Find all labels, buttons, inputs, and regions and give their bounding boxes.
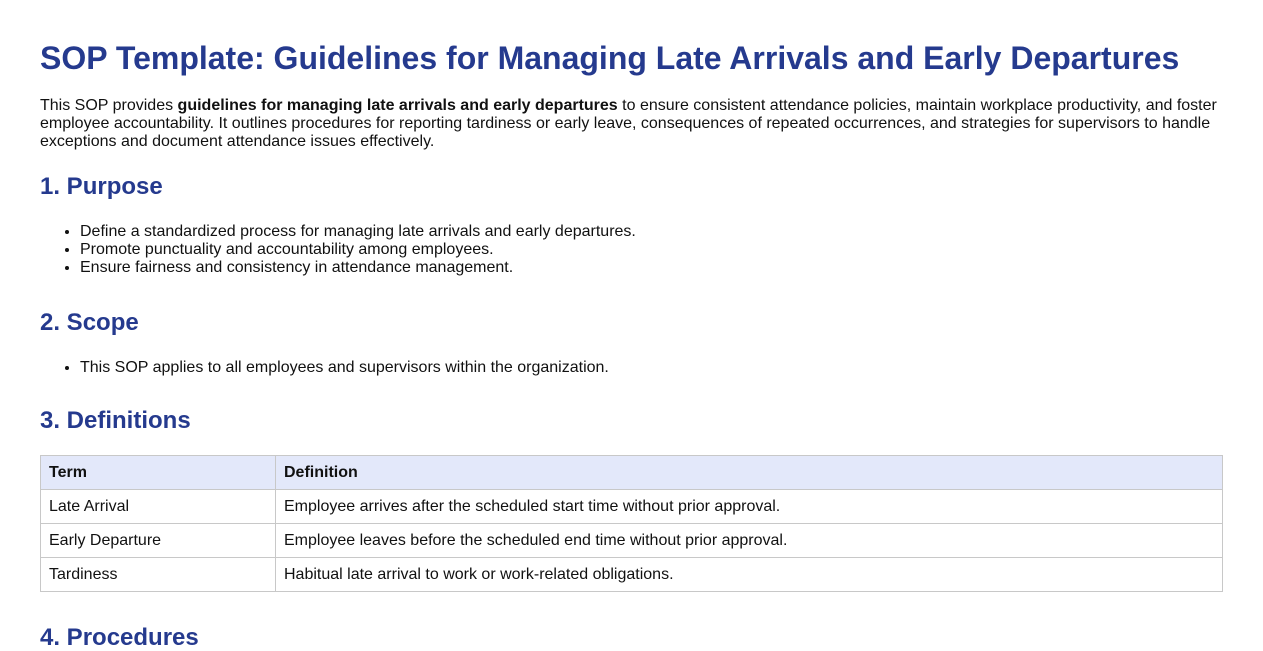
definition-cell: Habitual late arrival to work or work-related obligations. — [276, 558, 1223, 592]
table-row — [41, 558, 1223, 592]
table-row — [41, 524, 1223, 558]
purpose-list — [40, 223, 1223, 277]
term-cell: Early Departure — [41, 524, 276, 558]
intro-paragraph — [40, 97, 1223, 151]
section-heading-scope: 2. Scope — [40, 309, 139, 336]
column-header-definition: Definition — [276, 456, 1223, 490]
list-item: • Promote punctuality and accountability among employees. — [80, 241, 1223, 259]
table-row — [41, 490, 1223, 524]
intro-text-start: This SOP provides — [40, 97, 178, 114]
definitions-table — [40, 455, 1223, 592]
intro-text-end: to ensure consistent attendance policies, maintain workplace productivity, and foster employee accountability. It outlines procedures for reporting tardiness or early leave, consequences of repeated occurrences, and strategies for supervisors to handle exceptions and document attendance issues effectively. — [40, 97, 1217, 150]
term-cell: Late Arrival — [41, 490, 276, 524]
scope-list — [40, 359, 1223, 377]
list-item: • This SOP applies to all employees and supervisors within the organization. — [80, 359, 1223, 377]
definition-cell: Employee arrives after the scheduled start time without prior approval. — [276, 490, 1223, 524]
column-header-term: Term — [41, 456, 276, 490]
list-item: • Define a standardized process for managing late arrivals and early departures. — [80, 223, 1223, 241]
term-cell: Tardiness — [41, 558, 276, 592]
table-header-row — [41, 456, 1223, 490]
page-title: SOP Template: Guidelines for Managing Late Arrivals and Early Departures — [40, 40, 1180, 76]
section-heading-purpose: 1. Purpose — [40, 173, 163, 200]
intro-text-bold: guidelines for managing late arrivals and early departures — [177, 97, 618, 114]
section-heading-procedures: 4. Procedures — [40, 624, 199, 651]
definition-cell: Employee leaves before the scheduled end time without prior approval. — [276, 524, 1223, 558]
section-heading-definitions: 3. Definitions — [40, 407, 191, 434]
list-item: • Ensure fairness and consistency in attendance management. — [80, 259, 1223, 277]
